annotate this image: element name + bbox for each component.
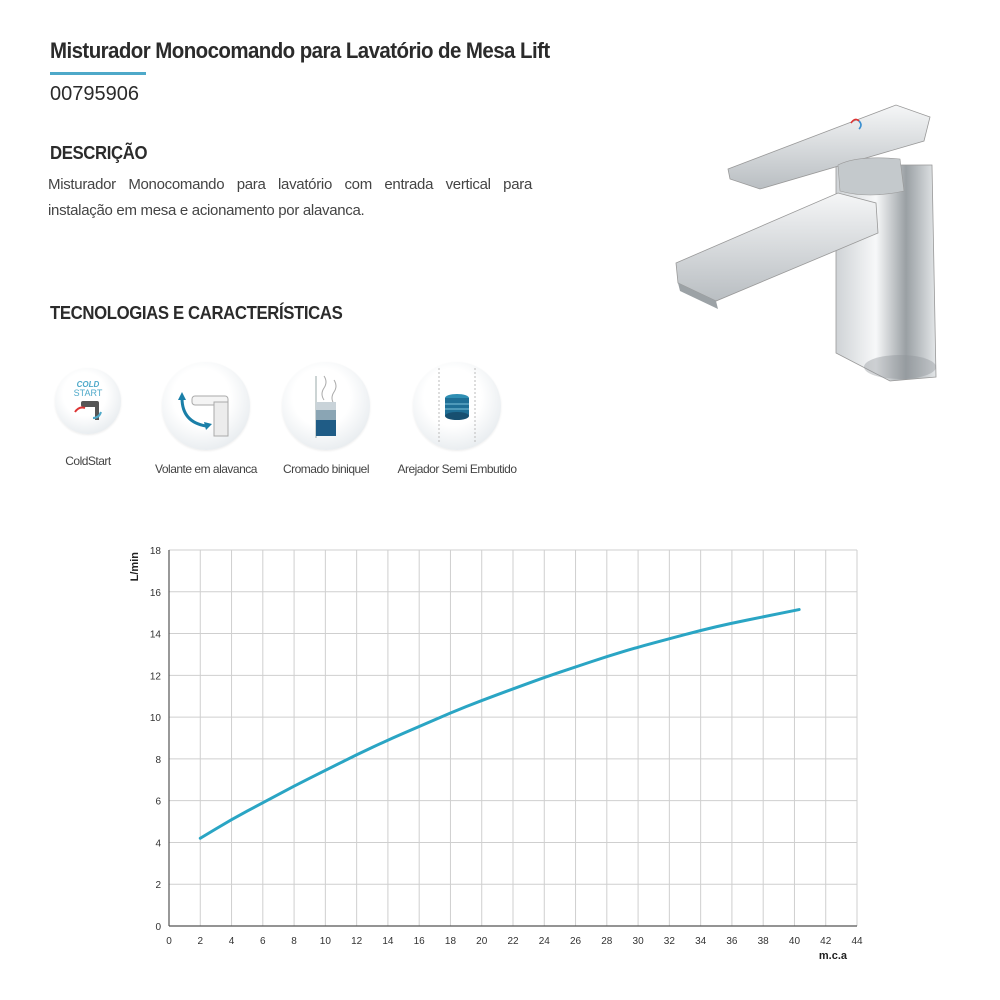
y-tick-label: 12	[149, 671, 161, 683]
x-tick-label: 44	[851, 936, 863, 947]
aerator-icon	[413, 362, 501, 450]
tech-item-chrome	[266, 362, 386, 476]
technologies-heading: TECNOLOGIAS E CARACTERÍSTICAS	[50, 303, 343, 323]
tech-label: Arejador Semi Embutido	[397, 462, 517, 476]
tech-label: Volante em alavanca	[155, 462, 257, 476]
coldstart-badge-line2: START	[73, 388, 103, 398]
x-tick-label: 40	[788, 936, 801, 947]
tech-item-lever	[146, 362, 266, 476]
x-tick-label: 42	[820, 936, 832, 947]
coldstart-badge-line1: COLD	[76, 380, 100, 389]
tech-label: ColdStart	[65, 454, 111, 468]
x-tick-label: 34	[695, 936, 707, 947]
y-tick-label: 14	[149, 629, 161, 641]
y-tick-label: 0	[155, 922, 161, 933]
x-tick-label: 30	[632, 936, 644, 947]
x-tick-label: 24	[538, 936, 550, 947]
tech-item-aerator	[397, 362, 517, 476]
x-tick-label: 20	[476, 936, 488, 947]
x-tick-label: 8	[291, 936, 297, 947]
flow-curve	[200, 610, 799, 839]
x-tick-label: 18	[444, 936, 457, 947]
description-text: Misturador Monocomando para lavatório com entrada vertical para instalação em mesa e acionamento por alavanca.	[48, 176, 532, 219]
x-tick-label: 22	[507, 936, 519, 947]
x-tick-label: 10	[319, 936, 331, 947]
x-tick-label: 38	[757, 936, 769, 947]
y-tick-label: 4	[155, 838, 161, 850]
coldstart-icon	[55, 368, 121, 434]
x-tick-label: 0	[166, 936, 172, 947]
x-tick-label: 26	[569, 936, 582, 947]
x-tick-label: 16	[413, 936, 425, 947]
y-axis-label: L/min	[129, 552, 141, 582]
x-tick-label: 14	[382, 936, 394, 947]
product-code: 00795906	[50, 83, 139, 105]
y-tick-label: 8	[155, 754, 161, 766]
y-tick-label: 10	[149, 713, 161, 725]
product-title: Misturador Monocomando para Lavatório de Mesa Lift	[50, 38, 550, 63]
x-axis-label: m.c.a	[818, 950, 847, 962]
x-tick-label: 6	[260, 936, 266, 947]
x-tick-label: 2	[197, 936, 204, 947]
y-tick-label: 18	[149, 546, 161, 557]
chrome-layers-icon	[282, 362, 370, 450]
y-tick-label: 16	[149, 587, 161, 599]
lever-handle-icon	[162, 362, 250, 450]
x-tick-label: 28	[601, 936, 613, 947]
tech-item-coldstart	[28, 362, 148, 468]
description-heading: DESCRIÇÃO	[50, 143, 148, 163]
tech-label: Cromado biniquel	[282, 462, 370, 476]
y-tick-label: 6	[155, 796, 161, 808]
x-tick-label: 12	[351, 936, 363, 947]
x-tick-label: 36	[726, 936, 738, 947]
title-underline	[50, 72, 146, 75]
x-tick-label: 4	[228, 936, 235, 947]
faucet-product-image	[668, 95, 948, 390]
flow-pressure-chart	[110, 540, 880, 970]
y-tick-label: 2	[155, 880, 161, 892]
x-tick-label: 32	[663, 936, 675, 947]
